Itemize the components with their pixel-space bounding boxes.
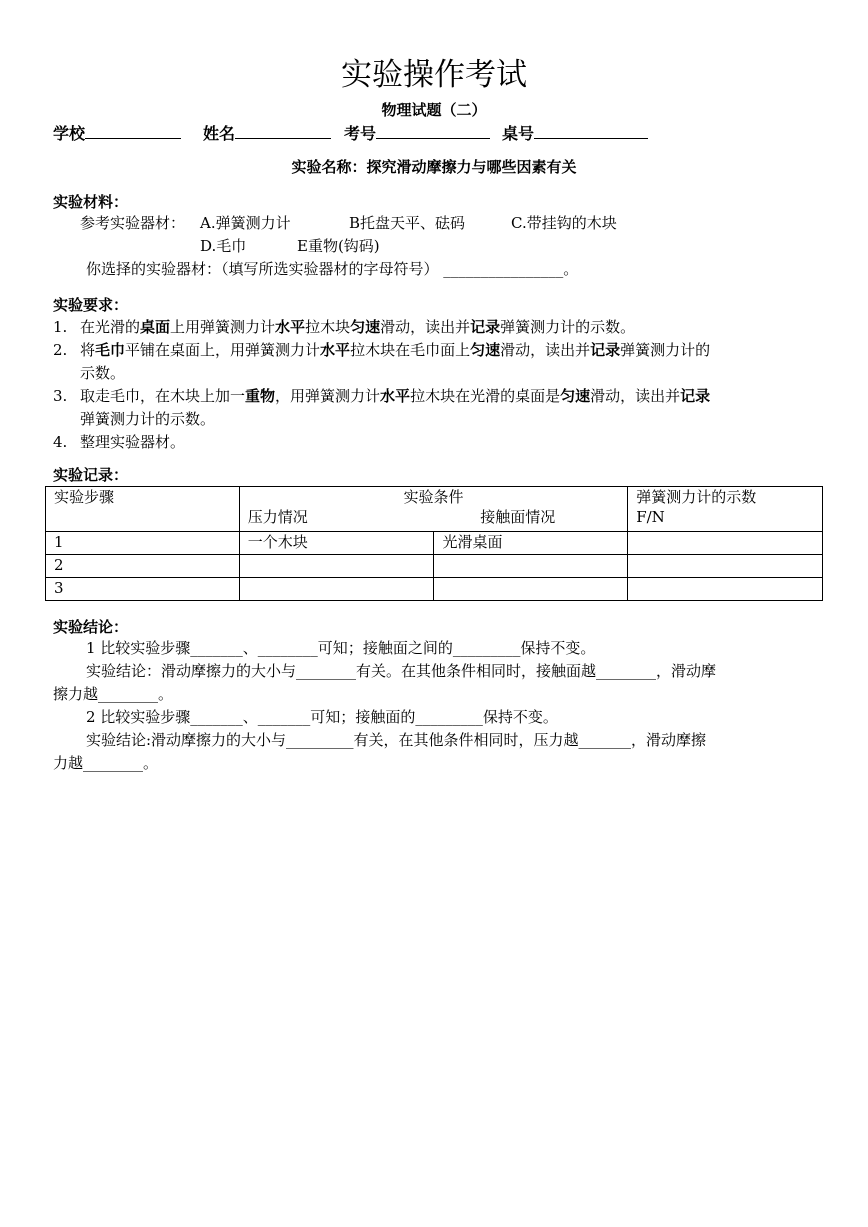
requirement-text: 滑动，读出并: [380, 318, 471, 336]
row3-reading[interactable]: [628, 578, 823, 601]
requirement-text: ，用弹簧测力计: [275, 387, 381, 405]
requirement-emphasis: 记录: [680, 387, 711, 405]
page-subtitle: 物理试题（二）: [381, 101, 487, 119]
header-condition-title: 实验条件: [403, 488, 464, 506]
requirement-text: 拉木块在毛巾面上: [350, 341, 471, 359]
conclusion-line-6[interactable]: 力越________。: [53, 754, 159, 772]
material-choice: [86, 258, 578, 280]
requirement-number: 4.: [53, 433, 68, 451]
material-choice-end: 。: [563, 260, 579, 278]
row1-pressure[interactable]: 一个木块: [239, 532, 434, 555]
conclusion-line-4[interactable]: 2 比较实验步骤_______、_______可知；接触面的_________保持不变。: [86, 708, 558, 726]
desk-number-field[interactable]: [502, 122, 648, 145]
requirement-number: 3.: [53, 387, 68, 405]
requirement-text: 平铺在桌面上，用弹簧测力计: [125, 341, 321, 359]
school-blank[interactable]: [85, 122, 181, 139]
table-row: [46, 555, 823, 578]
header-reading: [628, 487, 823, 532]
exam-number-blank[interactable]: [376, 122, 490, 139]
requirement-text: 滑动，读出并: [500, 341, 591, 359]
row2-reading[interactable]: [628, 555, 823, 578]
record-table: [45, 486, 823, 601]
header-pressure: 压力情况: [247, 508, 308, 526]
experiment-name: 实验名称：探究滑动摩擦力与哪些因素有关: [291, 158, 577, 176]
header-contact: 接触面情况: [480, 508, 556, 526]
material-e: E重物(钩码): [297, 237, 380, 255]
requirement-emphasis: 水平: [380, 387, 411, 405]
material-b: B托盘天平、砝码: [349, 214, 466, 232]
requirement-number: 1.: [53, 318, 68, 336]
conclusion-line-1[interactable]: 1 比较实验步骤_______、________可知；接触面之间的_________保持不变。: [86, 639, 596, 657]
row3-contact[interactable]: [434, 578, 628, 601]
table-header-row: [46, 487, 823, 532]
requirement-text: 滑动，读出并: [590, 387, 681, 405]
name-blank[interactable]: [235, 122, 331, 139]
name-field[interactable]: [203, 122, 331, 145]
reference-materials-label: 参考实验器材：: [80, 214, 186, 232]
header-reading-unit: F/N: [636, 508, 665, 526]
school-label: 学校: [53, 124, 86, 143]
school-field[interactable]: [53, 122, 181, 145]
material-c: C.带挂钩的木块: [511, 214, 617, 232]
requirement-emphasis: 记录: [590, 341, 621, 359]
requirement-item: [80, 316, 635, 338]
conclusion-line-3[interactable]: 擦力越________。: [53, 685, 174, 703]
exam-number-label: 考号: [344, 124, 377, 143]
desk-number-blank[interactable]: [534, 122, 648, 139]
material-a: A.弹簧测力计: [200, 214, 291, 232]
requirement-emphasis: 匀速: [560, 387, 591, 405]
conclusion-heading: 实验结论：: [53, 618, 129, 636]
row2-step: 2: [46, 555, 240, 578]
header-reading-title: 弹簧测力计的示数: [636, 488, 757, 506]
row1-contact[interactable]: 光滑桌面: [434, 532, 628, 555]
requirement-continuation: 示数。: [80, 364, 126, 382]
requirement-emphasis: 记录: [470, 318, 501, 336]
requirement-text: 将: [80, 341, 96, 359]
requirement-emphasis: 匀速: [470, 341, 501, 359]
header-condition: [239, 487, 628, 532]
conclusion-line-5[interactable]: 实验结论:滑动摩擦力的大小与_________有关，在其他条件相同时，压力越_______，滑动摩擦: [86, 731, 707, 749]
record-heading: 实验记录：: [53, 466, 129, 484]
requirement-text: 弹簧测力计的: [620, 341, 711, 359]
requirement-emphasis: 匀速: [350, 318, 381, 336]
name-label: 姓名: [203, 124, 236, 143]
requirement-text: 取走毛巾，在木块上加一: [80, 387, 246, 405]
desk-number-label: 桌号: [502, 124, 535, 143]
requirement-emphasis: 重物: [245, 387, 276, 405]
requirement-text: 在光滑的: [80, 318, 141, 336]
row2-contact[interactable]: [434, 555, 628, 578]
row3-pressure[interactable]: [239, 578, 434, 601]
requirement-emphasis: 毛巾: [95, 341, 126, 359]
table-row: [46, 578, 823, 601]
requirement-number: 2.: [53, 341, 68, 359]
header-step: 实验步骤: [46, 487, 240, 532]
requirement-emphasis: 桌面: [140, 318, 171, 336]
row1-step: 1: [46, 532, 240, 555]
exam-number-field[interactable]: [344, 122, 490, 145]
row2-pressure[interactable]: [239, 555, 434, 578]
requirement-text: 上用弹簧测力计: [170, 318, 276, 336]
materials-heading: 实验材料：: [53, 193, 129, 211]
conclusion-line-2[interactable]: 实验结论：滑动摩擦力的大小与________有关。在其他条件相同时，接触面越________，滑动摩: [86, 662, 717, 680]
requirement-item: [80, 431, 185, 453]
requirement-text: 整理实验器材。: [80, 433, 186, 451]
material-d: D.毛巾: [200, 237, 247, 255]
material-choice-blank[interactable]: ________________: [443, 260, 564, 278]
row1-reading[interactable]: [628, 532, 823, 555]
requirement-text: 拉木块在光滑的桌面是: [410, 387, 561, 405]
requirements-heading: 实验要求：: [53, 296, 129, 314]
requirement-text: 弹簧测力计的示数。: [500, 318, 636, 336]
requirement-emphasis: 水平: [320, 341, 351, 359]
material-choice-text: 你选择的实验器材：（填写所选实验器材的字母符号）: [86, 260, 439, 278]
requirement-emphasis: 水平: [275, 318, 306, 336]
requirement-item: [80, 339, 710, 361]
requirement-item: [80, 385, 710, 407]
table-row: [46, 532, 823, 555]
page-title: 实验操作考试: [341, 57, 527, 93]
requirement-continuation: 弹簧测力计的示数。: [80, 410, 216, 428]
requirement-text: 拉木块: [305, 318, 351, 336]
row3-step: 3: [46, 578, 240, 601]
